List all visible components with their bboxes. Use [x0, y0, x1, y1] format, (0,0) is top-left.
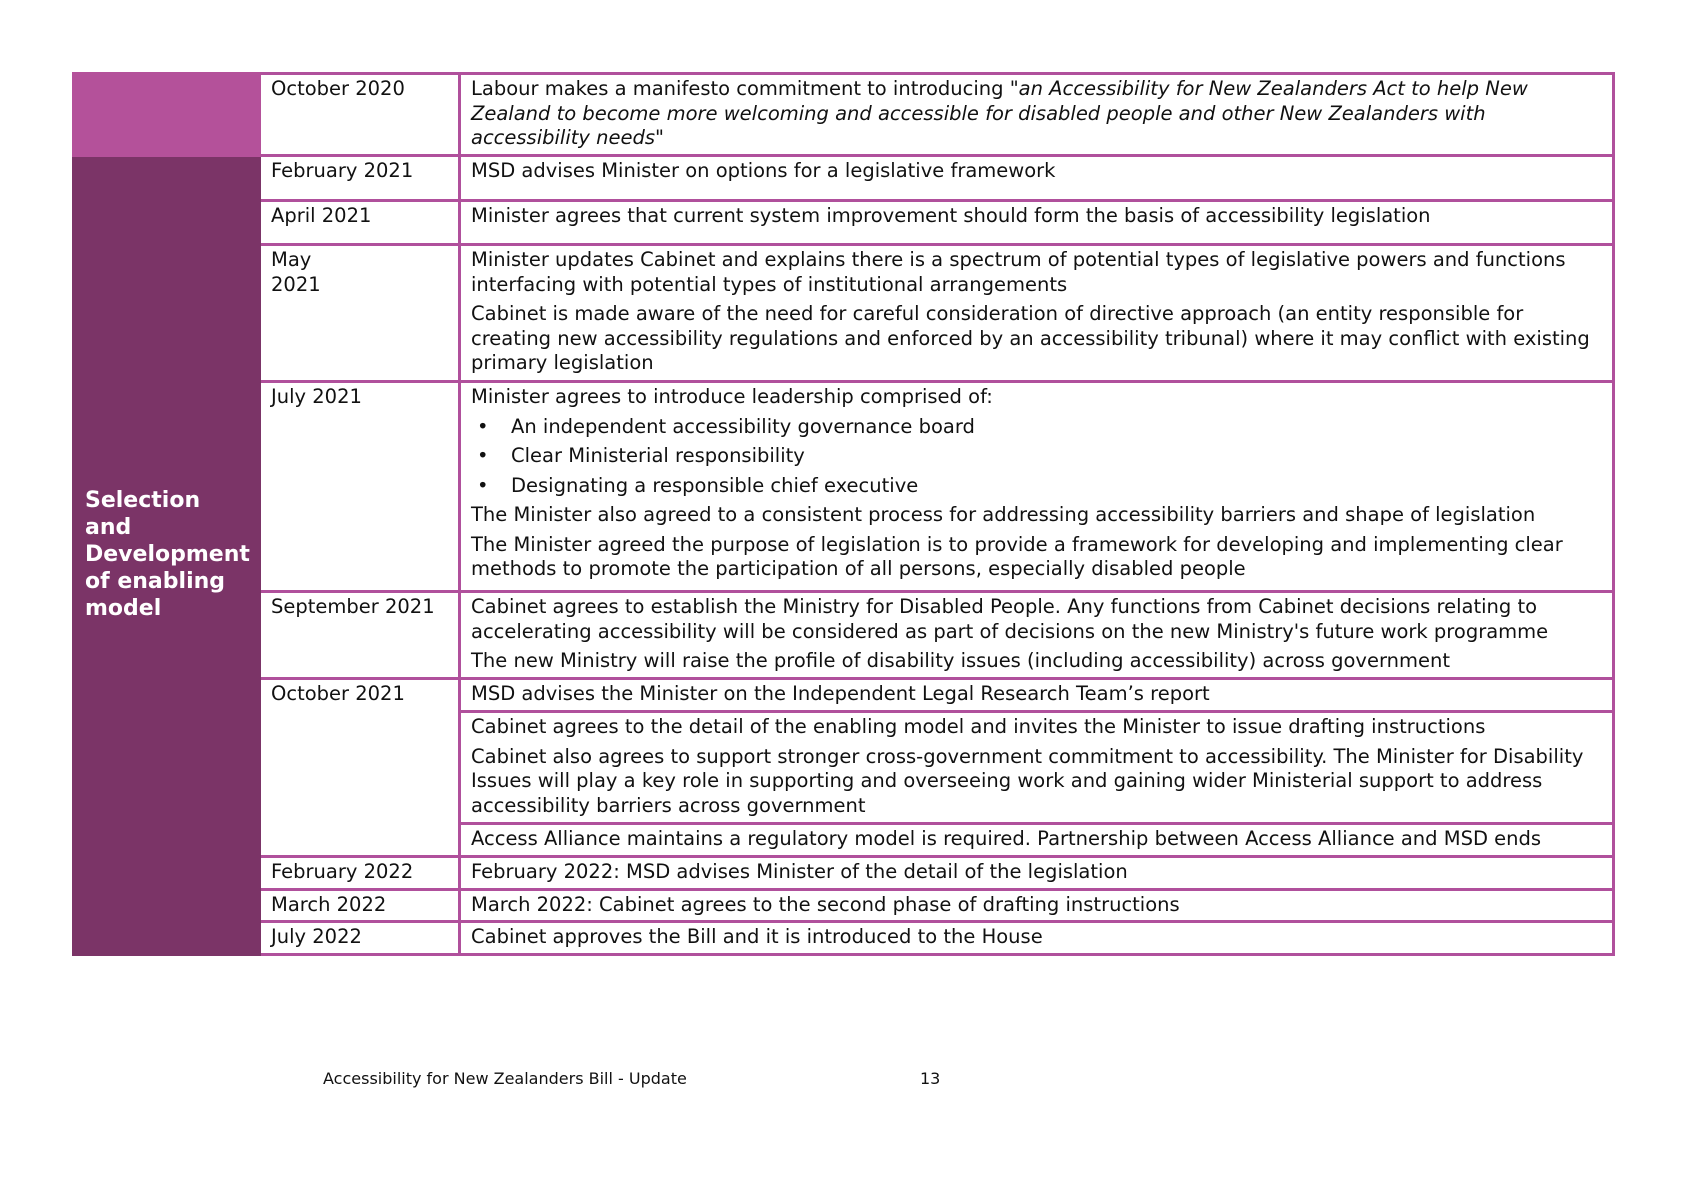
list-item-text: Clear Ministerial responsibility [511, 444, 805, 467]
list-item [477, 444, 1602, 469]
footer-document-title: Accessibility for New Zealanders Bill - Update [323, 1069, 687, 1088]
date-cell: April 2021 [260, 201, 460, 245]
phase-cell [74, 156, 260, 955]
event-paragraph: Cabinet agrees to establish the Ministry for Disabled People. Any functions from Cabinet decisions relating to accelerating accessibility will be considered as part of decisions on the new Ministry's future work programme [471, 595, 1549, 643]
timeline-row-feb-2022 [74, 857, 1614, 890]
event-cell: March 2022: Cabinet agrees to the second phase of drafting instructions [460, 889, 1614, 922]
phase-header-cell [74, 74, 260, 156]
footer-page-number: 13 [920, 1069, 941, 1088]
event-paragraph: Cabinet agrees to the detail of the enabling model and invites the Minister to issue drafting instructions [471, 715, 1486, 738]
event-paragraph: The Minister agreed the purpose of legislation is to provide a framework for developing and implementing clear methods to promote the participation of all persons, especially disabled people [471, 532, 1563, 580]
event-paragraph: Minister updates Cabinet and explains there is a spectrum of potential types of legislative powers and functions interfacing with potential types of institutional arrangements [471, 248, 1566, 296]
event-cell [460, 245, 1614, 382]
timeline-row-mar-2022 [74, 889, 1614, 922]
leadership-list [471, 415, 1602, 499]
date-cell: July 2022 [260, 922, 460, 955]
event-cell: Minister agrees that current system improvement should form the basis of accessibility legislation [460, 201, 1614, 245]
date-cell: September 2021 [260, 592, 460, 679]
event-cell: February 2022: MSD advises Minister of the detail of the legislation [460, 857, 1614, 890]
event-cell: Access Alliance maintains a regulatory model is required. Partnership between Access Alliance and MSD ends [460, 824, 1614, 857]
event-paragraph: Cabinet also agrees to support stronger cross-government commitment to accessibility. The Minister for Disability Issues will play a key role in supporting and overseeing work and gaining wider Ministerial support to address accessibility barriers across government [471, 744, 1584, 817]
timeline-row-jul-2022 [74, 922, 1614, 955]
date-cell: October 2021 [260, 679, 460, 857]
timeline-row-oct-2020 [74, 74, 1614, 156]
timeline-row-feb-2021 [74, 156, 1614, 201]
date-cell: October 2020 [260, 74, 460, 156]
bullet-icon: • [477, 444, 489, 467]
list-item-text: Designating a responsible chief executive [511, 473, 919, 497]
timeline-row-apr-2021 [74, 201, 1614, 245]
list-item-text: An independent accessibility governance board [511, 414, 975, 438]
event-cell [460, 712, 1614, 824]
date-cell: July 2021 [260, 382, 460, 592]
date-cell: March 2022 [260, 889, 460, 922]
date-cell: May 2021 [260, 245, 460, 382]
event-paragraph: Minister agrees to introduce leadership comprised of: [471, 385, 993, 408]
event-paragraph: The Minister also agreed to a consistent process for addressing accessibility barriers and shape of legislation [471, 503, 1536, 526]
event-cell [460, 382, 1614, 592]
timeline-row-jul-2021 [74, 382, 1614, 592]
timeline-table [72, 72, 1615, 956]
timeline-row-may-2021 [74, 245, 1614, 382]
list-item [477, 473, 1602, 499]
event-paragraph: Cabinet is made aware of the need for careful consideration of directive approach (an entity responsible for creating new accessibility regulations and enforced by an accessibility tribunal) where it may conflict with existing primary legislation [471, 302, 1590, 374]
date-cell: February 2022 [260, 857, 460, 890]
phase-label: Selection and Development of enabling model [85, 488, 250, 622]
event-paragraph: The new Ministry will raise the profile of disability issues (including accessibility) across government [471, 649, 1450, 672]
bullet-icon: • [477, 473, 489, 497]
date-cell: February 2021 [260, 156, 460, 201]
bullet-icon: • [477, 414, 489, 438]
event-cell: Cabinet approves the Bill and it is introduced to the House [460, 922, 1614, 955]
event-cell: MSD advises the Minister on the Independent Legal Research Team’s report [460, 679, 1614, 712]
manifesto-quote: "an Accessibility for New Zealanders Act to help New Zealand to become more welcoming and accessible for disabled people and other New Zealanders with accessibility needs" [471, 77, 1528, 149]
timeline-row-oct-2021 [74, 679, 1614, 712]
event-cell [460, 592, 1614, 679]
event-cell: MSD advises Minister on options for a legislative framework [460, 156, 1614, 201]
list-item [477, 414, 1602, 440]
timeline-row-sep-2021 [74, 592, 1614, 679]
event-cell [460, 74, 1614, 156]
event-text: Labour makes a manifesto commitment to introducing [471, 77, 1010, 100]
